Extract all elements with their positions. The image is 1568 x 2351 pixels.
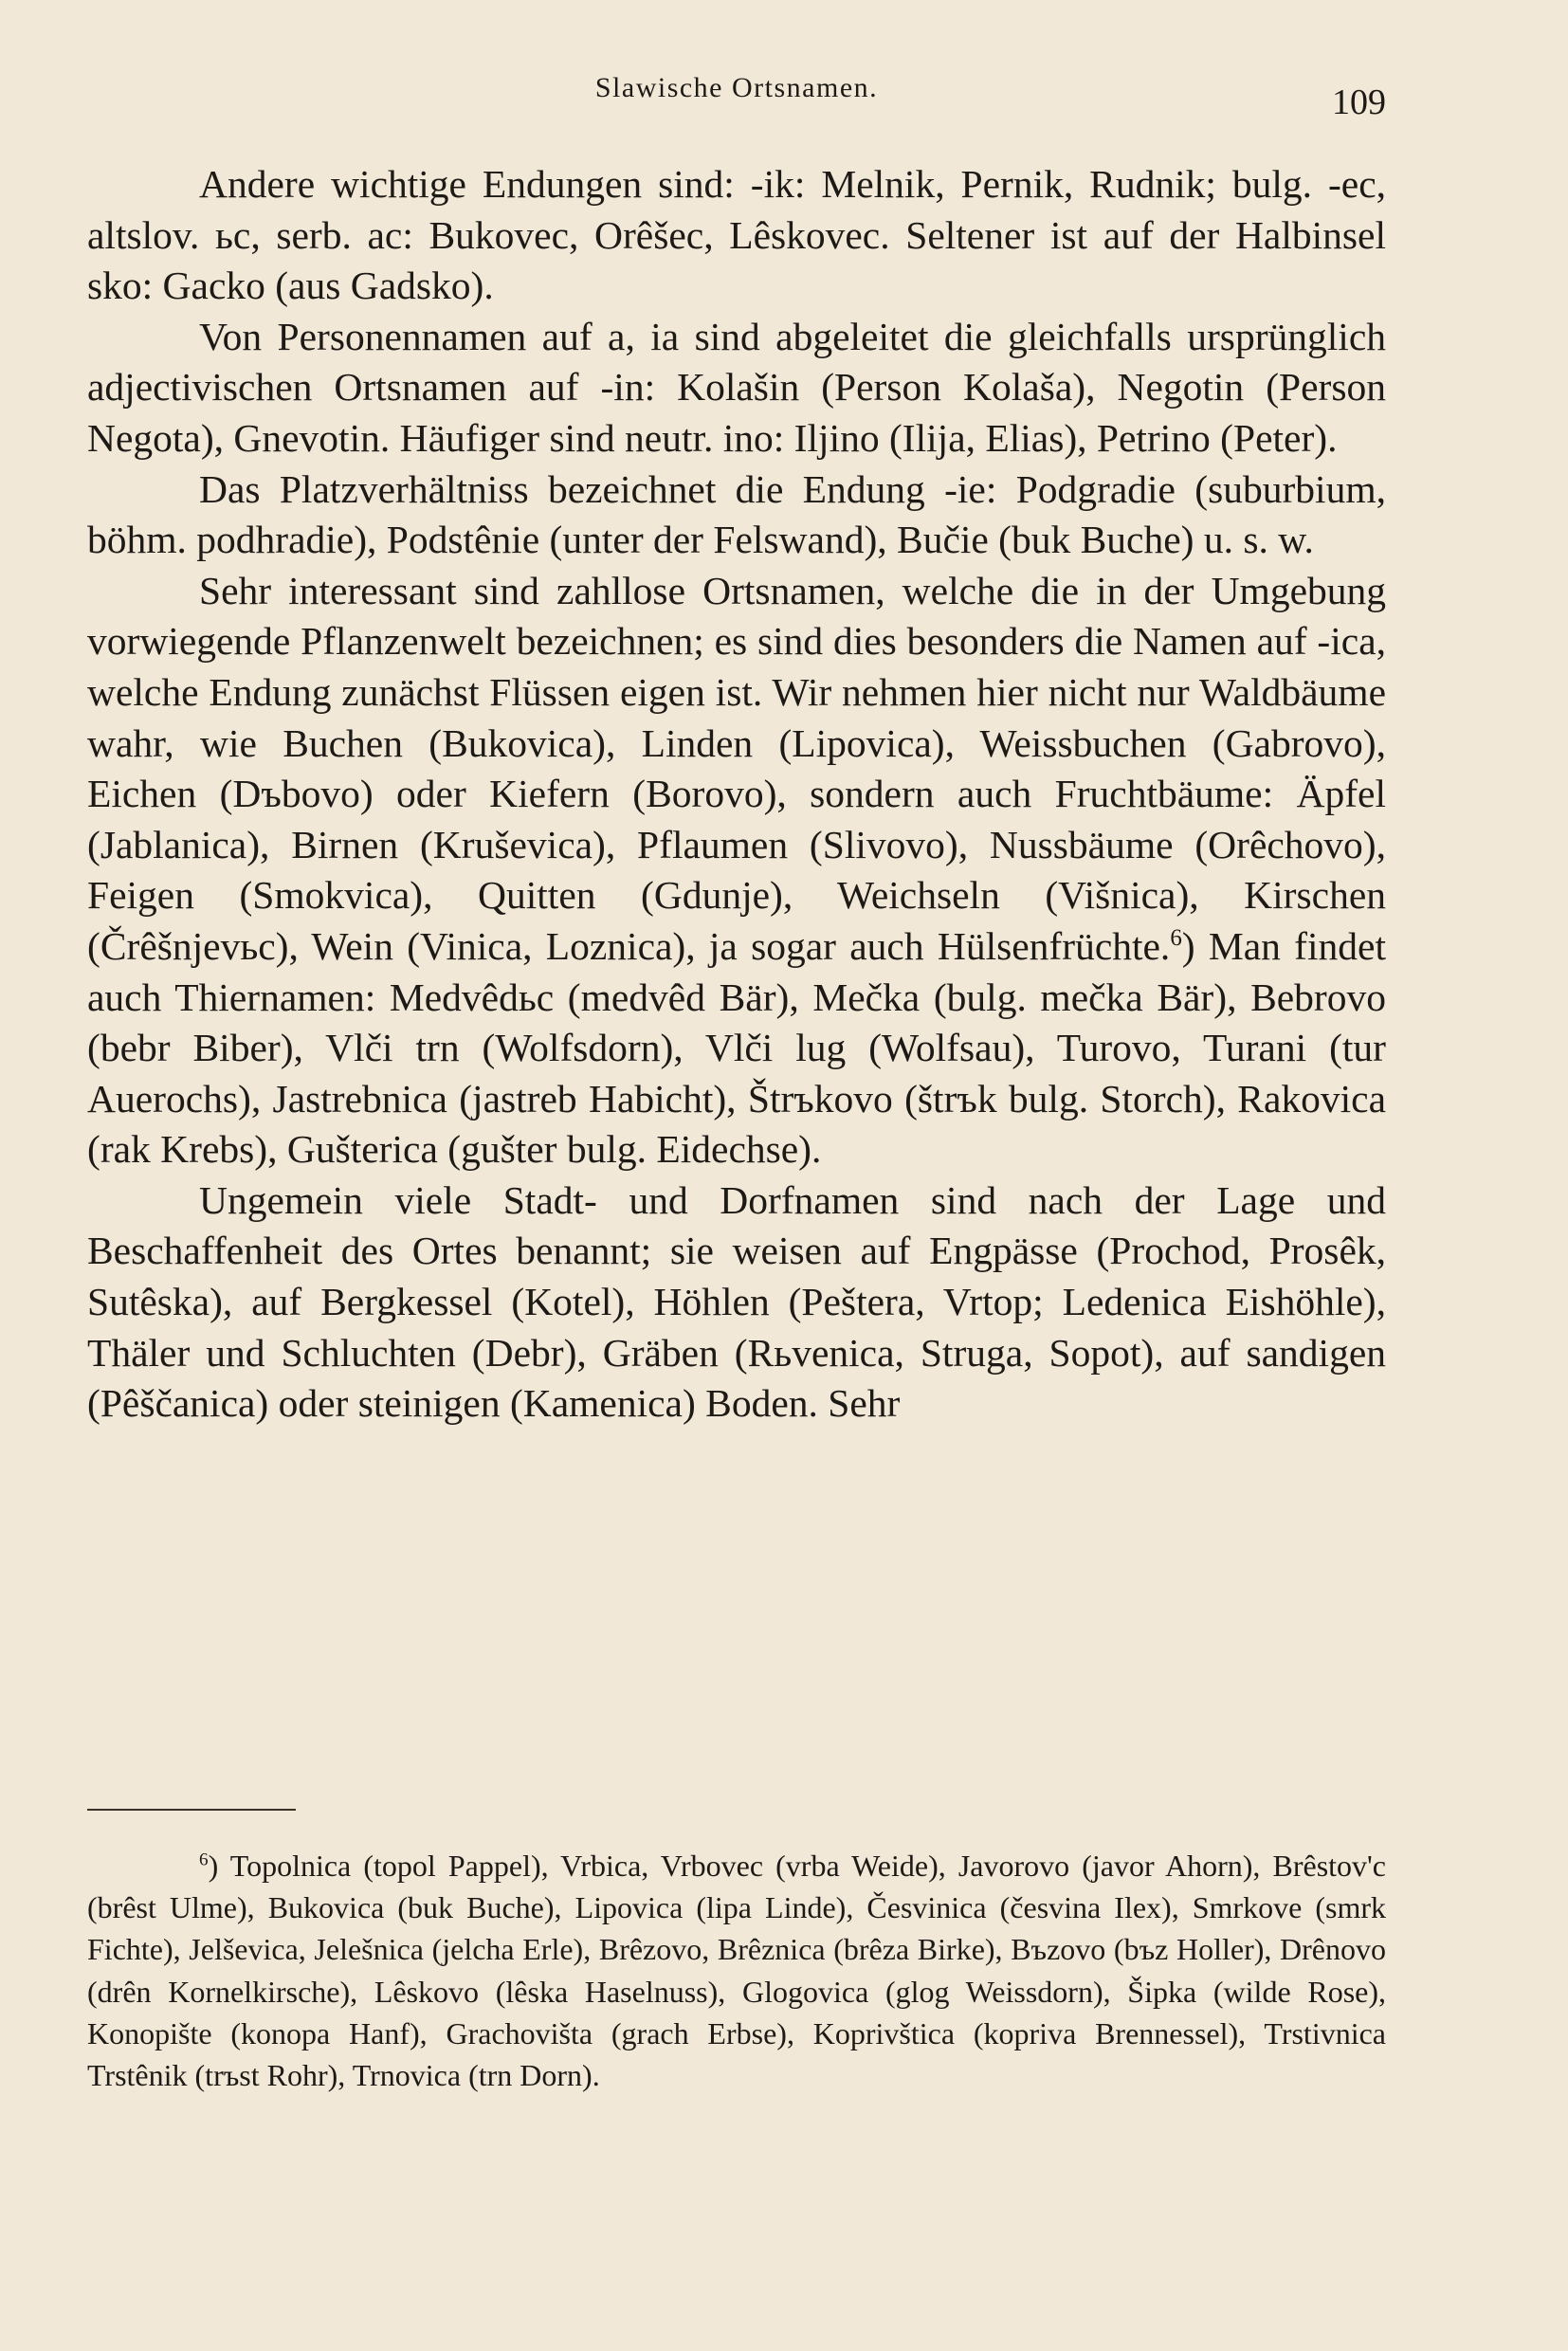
main-text	[87, 159, 1386, 1430]
running-head: Slawische Ortsnamen.	[594, 72, 879, 103]
page-number: 109	[1332, 82, 1386, 122]
footnote-marker: 6	[199, 1850, 209, 1870]
paragraph-plant-names-text: Sehr interessant sind zahllose Ortsnamen, welche die in der Umgebung vorwiegende Pflanzenwelt bezeichnen; es sind dies besonders die Namen auf -ica, welche Endung zunächst Flüssen eigen ist. Wir nehmen hier nicht nur Waldbäume wahr, wie Buchen (Bukovica), Linden (Lipovica), Weissbuchen (Gabrovo), Eichen (Dъbovo) oder Kiefern (Borovo), sondern auch Fruchtbäume: Äpfel (Jablanica), Birnen (Kruševica), Pflaumen (Slivovo), Nussbäume (Orêchovo), Feigen (Smokvica), Quitten (Gdunje), Weichseln (Višnica), Kirschen (Črêšnjevьc), Wein (Vinica, Loznica), ja sogar auch Hülsenfrüchte.	[87, 568, 1386, 968]
paragraph-location: Das Platzverhältniss bezeichnet die Endung -ie: Podgradie (suburbium, böhm. podhradie), Podstênie (unter der Felswand), Bučie (buk Buche) u. s. w.	[87, 466, 1386, 562]
footnote-text: ) Topolnica (topol Pappel), Vrbica, Vrbovec (vrba Weide), Javorovo (javor Ahorn), Brêstov'c (brêst Ulme), Bukovica (buk Buche), Lipovica (lipa Linde), Česvinica (česvina Ilex), Smrkove (smrk Fichte), Jelševica, Jelešnica (jelcha Erle), Brêzovo, Brêznica (brêza Birke), Bъzovo (bъz Holler), Drênovo (drên Kornelkirsche), Lêskovo (lêska Haselnuss), Glogovica (glog Weissdorn), Šipka (wilde Rose), Konopište (konopa Hanf), Grachovišta (grach Erbse), Koprivštica (kopriva Brennessel), Trstivnica Trstênik (trъst Rohr), Trnovica (trn Dorn).	[87, 1849, 1386, 2093]
paragraph-plant-names-tail: ) Man findet auch Thiernamen: Medvêdьc (medvêd Bär), Mečka (bulg. mečka Bär), Bebrovo (bebr Biber), Vlči trn (Wolfsdorn), Vlči lug (Wolfsau), Turovo, Turani (tur Auerochs), Jastrebnica (jastreb Habicht), Štrъkovo (štrъk bulg. Storch), Rakovica (rak Krebs), Gušterica (gušter bulg. Eidechse).	[87, 923, 1386, 1172]
paragraph-personal-names: Von Personennamen auf a, ia sind abgeleitet die gleichfalls ursprünglich adjectivischen Ortsnamen auf -in: Kolašin (Person Kolaša), Negotin (Person Negota), Gnevotin. Häufiger sind neutr. ino: Iljino (Ilija, Elias), Petrino (Peter).	[87, 314, 1386, 460]
footnote	[87, 1845, 1386, 2096]
footnote-paragraph	[87, 1845, 1386, 2096]
paragraph-terrain-names: Ungemein viele Stadt- und Dorfnamen sind nach der Lage und Beschaffenheit des Ortes benannt; sie weisen auf Engpässe (Prochod, Prosêk, Sutêska), auf Bergkessel (Kotel), Höhlen (Peštera, Vrtop; Ledenica Eishöhle), Thäler und Schluchten (Debr), Gräben (Rьvenica, Struga, Sopot), auf sandigen (Pêščanica) oder steinigen (Kamenica) Boden. Sehr	[87, 1177, 1386, 1426]
footnote-divider	[87, 1809, 296, 1811]
footnote-reference: 6	[1170, 925, 1182, 952]
paragraph-plant-names	[87, 566, 1386, 1176]
page-header	[87, 64, 1386, 121]
paragraph-endings: Andere wichtige Endungen sind: -ik: Melnik, Pernik, Rudnik; bulg. -ec, altslov. ьc, serb. ac: Bukovec, Orêšec, Lêskovec. Seltener ist auf der Halbinsel sko: Gacko (aus Gadsko).	[87, 162, 1386, 308]
